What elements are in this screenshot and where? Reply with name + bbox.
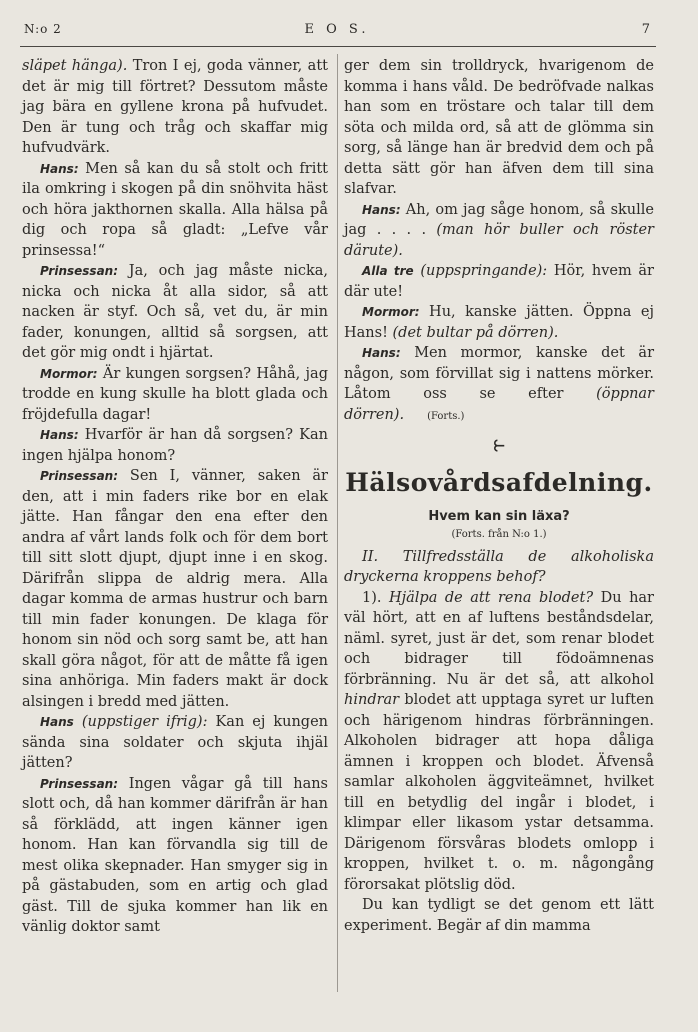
- paragraph: [22, 425, 328, 466]
- speaker-label: Prinsessan:: [40, 469, 119, 483]
- speaker-label: Hans:: [362, 346, 401, 360]
- paragraph: [344, 895, 654, 936]
- dialogue-text: Hu, kanske jätten. Öppna ej Hans!: [344, 304, 654, 341]
- speaker-label: Mormor:: [40, 366, 98, 381]
- continued-note: (Forts.): [427, 410, 465, 422]
- paragraph: [22, 774, 328, 938]
- dialogue-text: Hvarför är han då sorgsen? Kan ingen hjälpa honom?: [22, 427, 328, 464]
- paragraph: [22, 261, 328, 364]
- speaker-label: Alla tre: [362, 264, 414, 278]
- page-header: [24, 20, 650, 42]
- paragraph: [344, 56, 654, 200]
- paragraph: [344, 302, 654, 343]
- paragraph: [22, 712, 328, 774]
- paragraph: [22, 159, 328, 262]
- dialogue-text: Hör, hvem är där ute!: [344, 263, 654, 300]
- speaker-label: Hans:: [40, 161, 79, 176]
- stage-direction: (man hör buller och röster därute).: [344, 222, 654, 259]
- dialogue-text: Är kungen sorgsen? Håhå, jag trodde en kung skulle ha blott glada och fröjdefulla dagar!: [22, 365, 328, 423]
- issue-number: N:o 2: [24, 22, 62, 36]
- paragraph: [344, 200, 654, 262]
- paragraph: [344, 261, 654, 302]
- dialogue-text: Kan ej kungen sända sina soldater och skjuta ihjäl jätten?: [22, 714, 329, 771]
- stage-direction: (uppstiger ifrig):: [81, 714, 208, 730]
- dialogue-text: Ah, om jag såge honom, så skulle jag . . . .: [344, 201, 654, 238]
- section-heading: Hälsovårdsafdelning.: [345, 467, 653, 497]
- article-title: Hvem kan sin läxa?: [428, 508, 570, 524]
- header-rule: [20, 46, 656, 47]
- column-divider: [337, 54, 338, 992]
- speaker-label: Hans:: [40, 428, 79, 442]
- item-number: 1).: [362, 589, 382, 606]
- page-number: 7: [641, 22, 650, 37]
- left-column: [22, 56, 328, 938]
- stage-direction: släpet hänga).: [22, 58, 128, 74]
- swallow-ornament-icon: ⥼: [490, 433, 508, 457]
- stage-direction: (öppnar dörren).: [344, 386, 654, 423]
- dialogue-text: Men mormor, kanske det är någon, som förvillat sig i nattens mörker. Låtom oss se efter: [344, 345, 654, 402]
- question-text: Hjälpa de att rena blodet?: [381, 589, 594, 606]
- dialogue-text: Men så kan du så stolt och fritt ila omkring i skogen på din snöhvita häst och höra jakthornen skalla. Alla hälsa på dig och ropa så gladt: „Lefve vår prinsessa!“: [22, 160, 328, 259]
- paragraph: [22, 364, 328, 426]
- stage-direction: (det bultar på dörren).: [387, 324, 559, 341]
- body-text: blodet att upptaga syret ur luften och härigenom hindras förbränningen. Alkoholen bidrager att hopa dåliga ämnen i kroppen och blodet. Äfvenså samlar alkoholen äggviteämnet, hvilket till en betydlig del ingår i blodet, i klimpar eller likasom ystar detsamma. Därigenom försvåras blodets omlopp i kroppen, hvilket t. o. m. någongång förorsakat plötslig död.: [344, 692, 654, 893]
- paragraph: [344, 588, 654, 896]
- right-column: [344, 56, 654, 936]
- dialogue-text: Ingen vågar gå till hans slott och, då han kommer därifrån är han så förklädd, att ingen känner igen honom. Han kan förvandla sig till de mest olika skepnader. Han smyger sig in på gästabuden, som en artig och glad gäst. Till de sjuka kommer han lik en vänlig doktor samt: [22, 775, 328, 935]
- dialogue-text: Tron I ej, goda vänner, att det är mig till förtret? Dessutom måste jag bära en gyllene krona på hufvudet. Den är tung och tråg och skaffar mig hufvudvärk.: [22, 58, 328, 156]
- journal-title: E O S.: [304, 22, 370, 37]
- speaker-label: Hans: [40, 715, 74, 729]
- dialogue-text: ger dem sin trolldryck, hvarigenom de komma i hans våld. De bedröfvade nalkas han som en tröstare och talar till dem söta och milda ord, så att de glömma sin sorg, så länge han är bredvid dem och på detta sätt gör han äfven dem till sina slafvar.: [344, 58, 654, 197]
- speaker-label: Prinsessan:: [40, 776, 119, 791]
- stage-direction: (uppspringande):: [413, 263, 548, 279]
- speaker-label: Prinsessan:: [40, 264, 119, 278]
- speaker-label: Hans:: [362, 202, 401, 217]
- dialogue-text: Ja, och jag måste nicka, nicka och nicka åt alla sidor, så att nacken är styf. Och så, vet du, är min fader, konungen, alltid så sorgsen, att det gör mig ondt i hjärtat.: [22, 263, 328, 361]
- paragraph: [344, 343, 654, 427]
- question-heading: II. Tillfredsställa de alkoholiska dryckerna kroppens behof?: [344, 548, 654, 585]
- body-text: Du har väl hört, att en af luftens beståndsdelar, näml. syret, just är det, som renar blodet och bidrager till födoämnenas förbränning. Nu är det så, att alkohol: [344, 589, 654, 688]
- speaker-label: Mormor:: [362, 305, 420, 319]
- paragraph: [22, 466, 328, 712]
- dialogue-text: Sen I, vänner, saken är den, att i min faders rike bor en elak jätte. Han fångar den ena efter den andra af vårt lands folk och för dem bort till sitt slott djupt, djupt inne i en skog. Därifrån slippa de aldrig mera. Alla dagar komma de armas hustrur och barn till min fader konungen. De klaga för honom sin nöd och sorg samt be, att han skall göra något, för att de måtte få igen sina anhöriga. Min faders makt är dock alsingen i bredd med jätten.: [22, 468, 328, 710]
- emphasis: hindrar: [344, 692, 400, 708]
- paragraph: [22, 56, 328, 159]
- continued-from-note: (Forts. från N:o 1.): [451, 528, 547, 540]
- body-text: Du kan tydligt se det genom ett lätt experiment. Begär af din mamma: [344, 897, 654, 934]
